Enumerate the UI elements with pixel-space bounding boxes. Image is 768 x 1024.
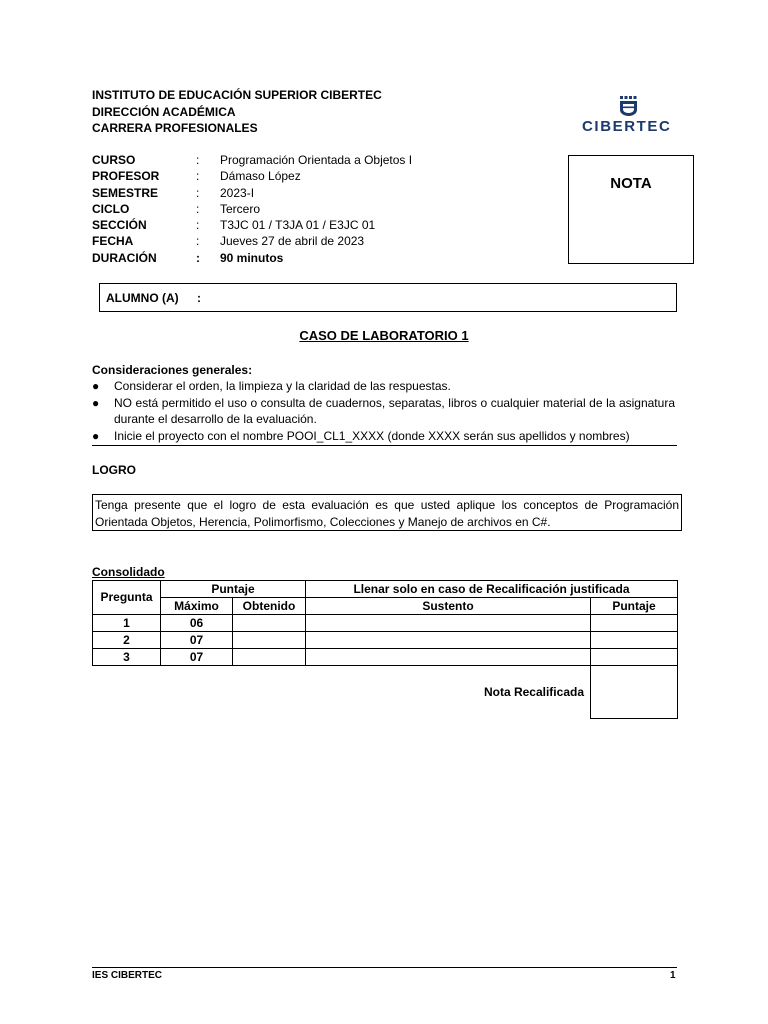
cell-maximo: 07	[161, 632, 233, 649]
page-number: 1	[670, 970, 676, 981]
nota-recalificada-label: Nota Recalificada	[306, 666, 591, 719]
info-value: Dámaso López	[220, 169, 301, 184]
footer-divider	[92, 967, 677, 968]
info-label: FECHA	[92, 234, 134, 249]
table-row	[93, 615, 678, 632]
list-item-text: Considerar el orden, la limpieza y la claridad de las respuestas.	[114, 379, 451, 393]
institution-header	[92, 87, 382, 137]
info-sep: :	[196, 201, 200, 216]
cell-sustento[interactable]	[306, 615, 591, 632]
scores-table	[92, 580, 678, 719]
info-label: CICLO	[92, 201, 130, 216]
cell-sustento[interactable]	[306, 632, 591, 649]
info-row-duracion	[92, 250, 412, 266]
course-info	[92, 152, 412, 266]
info-row-curso	[92, 152, 412, 168]
cell-puntaje-recal[interactable]	[591, 632, 678, 649]
logo-text: CIBERTEC	[582, 118, 672, 135]
cell-pregunta: 3	[93, 649, 161, 666]
info-row-semestre	[92, 185, 412, 201]
bullet-icon: ●	[92, 379, 100, 393]
consolidated-title: Consolidado	[92, 565, 165, 579]
info-sep: :	[196, 250, 200, 265]
cibertec-logo	[580, 94, 680, 138]
grade-label: NOTA	[610, 175, 652, 192]
divider	[92, 445, 677, 446]
info-sep: :	[196, 169, 200, 184]
empty-cell	[233, 666, 306, 719]
header-recalificacion: Llenar solo en caso de Recalificación justificada	[306, 581, 678, 598]
cell-maximo: 06	[161, 615, 233, 632]
cell-nota-recalificada[interactable]	[591, 666, 678, 719]
info-value: 90 minutos	[220, 250, 284, 265]
list-item-text: NO está permitido el uso o consulta de cuadernos, separatas, libros o cualquier material de la asignatura durante el desarrollo de la evaluación.	[114, 395, 675, 426]
castle-icon	[580, 94, 680, 118]
info-sep: :	[196, 153, 200, 167]
header-sustento: Sustento	[306, 598, 591, 615]
table-row-recalificada	[93, 666, 678, 719]
cell-obtenido[interactable]	[233, 632, 306, 649]
student-sep: :	[197, 291, 201, 305]
considerations-list	[92, 378, 675, 444]
achievement-box	[92, 494, 682, 531]
institution-name: INSTITUTO DE EDUCACIÓN SUPERIOR CIBERTEC	[92, 88, 382, 102]
header-puntaje-recal: Puntaje	[591, 598, 678, 615]
list-item	[92, 428, 675, 445]
table-row	[93, 649, 678, 666]
bullet-icon: ●	[92, 428, 100, 443]
list-item-text: Inicie el proyecto con el nombre POOI_CL1_XXXX (donde XXXX serán sus apellidos y nombres)	[114, 428, 630, 443]
cell-puntaje-recal[interactable]	[591, 615, 678, 632]
empty-cell	[161, 666, 233, 719]
cell-obtenido[interactable]	[233, 615, 306, 632]
info-row-seccion	[92, 217, 412, 233]
cell-sustento[interactable]	[306, 649, 591, 666]
table-subheader-row	[93, 598, 678, 615]
cell-puntaje-recal[interactable]	[591, 649, 678, 666]
info-value: T3JC 01 / T3JA 01 / E3JC 01	[220, 218, 376, 233]
footer-left: IES CIBERTEC	[92, 970, 163, 981]
cell-maximo: 07	[161, 649, 233, 666]
cell-pregunta: 2	[93, 632, 161, 649]
empty-cell	[93, 666, 161, 719]
student-label: ALUMNO (A)	[106, 291, 179, 305]
info-row-fecha	[92, 233, 412, 249]
grade-box[interactable]	[568, 155, 694, 264]
info-label: PROFESOR	[92, 169, 160, 184]
student-name-field[interactable]	[99, 283, 677, 312]
cell-pregunta: 1	[93, 615, 161, 632]
info-label: DURACIÓN	[92, 250, 157, 265]
info-row-ciclo	[92, 201, 412, 217]
department-name: DIRECCIÓN ACADÉMICA	[92, 104, 236, 119]
info-row-profesor	[92, 168, 412, 184]
info-label: CURSO	[92, 153, 136, 167]
table-row	[93, 632, 678, 649]
considerations-title: Consideraciones generales:	[92, 363, 253, 377]
bullet-icon: ●	[92, 395, 100, 410]
info-value: Jueves 27 de abril de 2023	[220, 234, 365, 249]
document-title: CASO DE LABORATORIO 1	[299, 328, 469, 343]
achievement-text: Tenga presente que el logro de esta evaluación es que usted aplique los conceptos de Programación Orientada Objetos, Herencia, Polimorfismo, Colecciones y Manejo de archivos en C#.	[95, 498, 679, 529]
header-puntaje: Puntaje	[161, 581, 306, 598]
info-value: 2023-I	[220, 185, 255, 200]
info-sep: :	[196, 218, 200, 233]
table-header-row	[93, 581, 678, 598]
info-sep: :	[196, 234, 200, 249]
info-label: SECCIÓN	[92, 218, 147, 233]
career-name: CARRERA PROFESIONALES	[92, 121, 258, 135]
achievement-title: LOGRO	[92, 463, 136, 477]
info-sep: :	[196, 185, 200, 200]
cell-obtenido[interactable]	[233, 649, 306, 666]
info-value: Programación Orientada a Objetos I	[220, 153, 413, 167]
list-item	[92, 395, 675, 428]
header-maximo: Máximo	[161, 598, 233, 615]
info-label: SEMESTRE	[92, 185, 159, 200]
list-item	[92, 378, 675, 395]
header-obtenido: Obtenido	[233, 598, 306, 615]
header-pregunta: Pregunta	[93, 581, 161, 615]
info-value: Tercero	[220, 201, 261, 216]
